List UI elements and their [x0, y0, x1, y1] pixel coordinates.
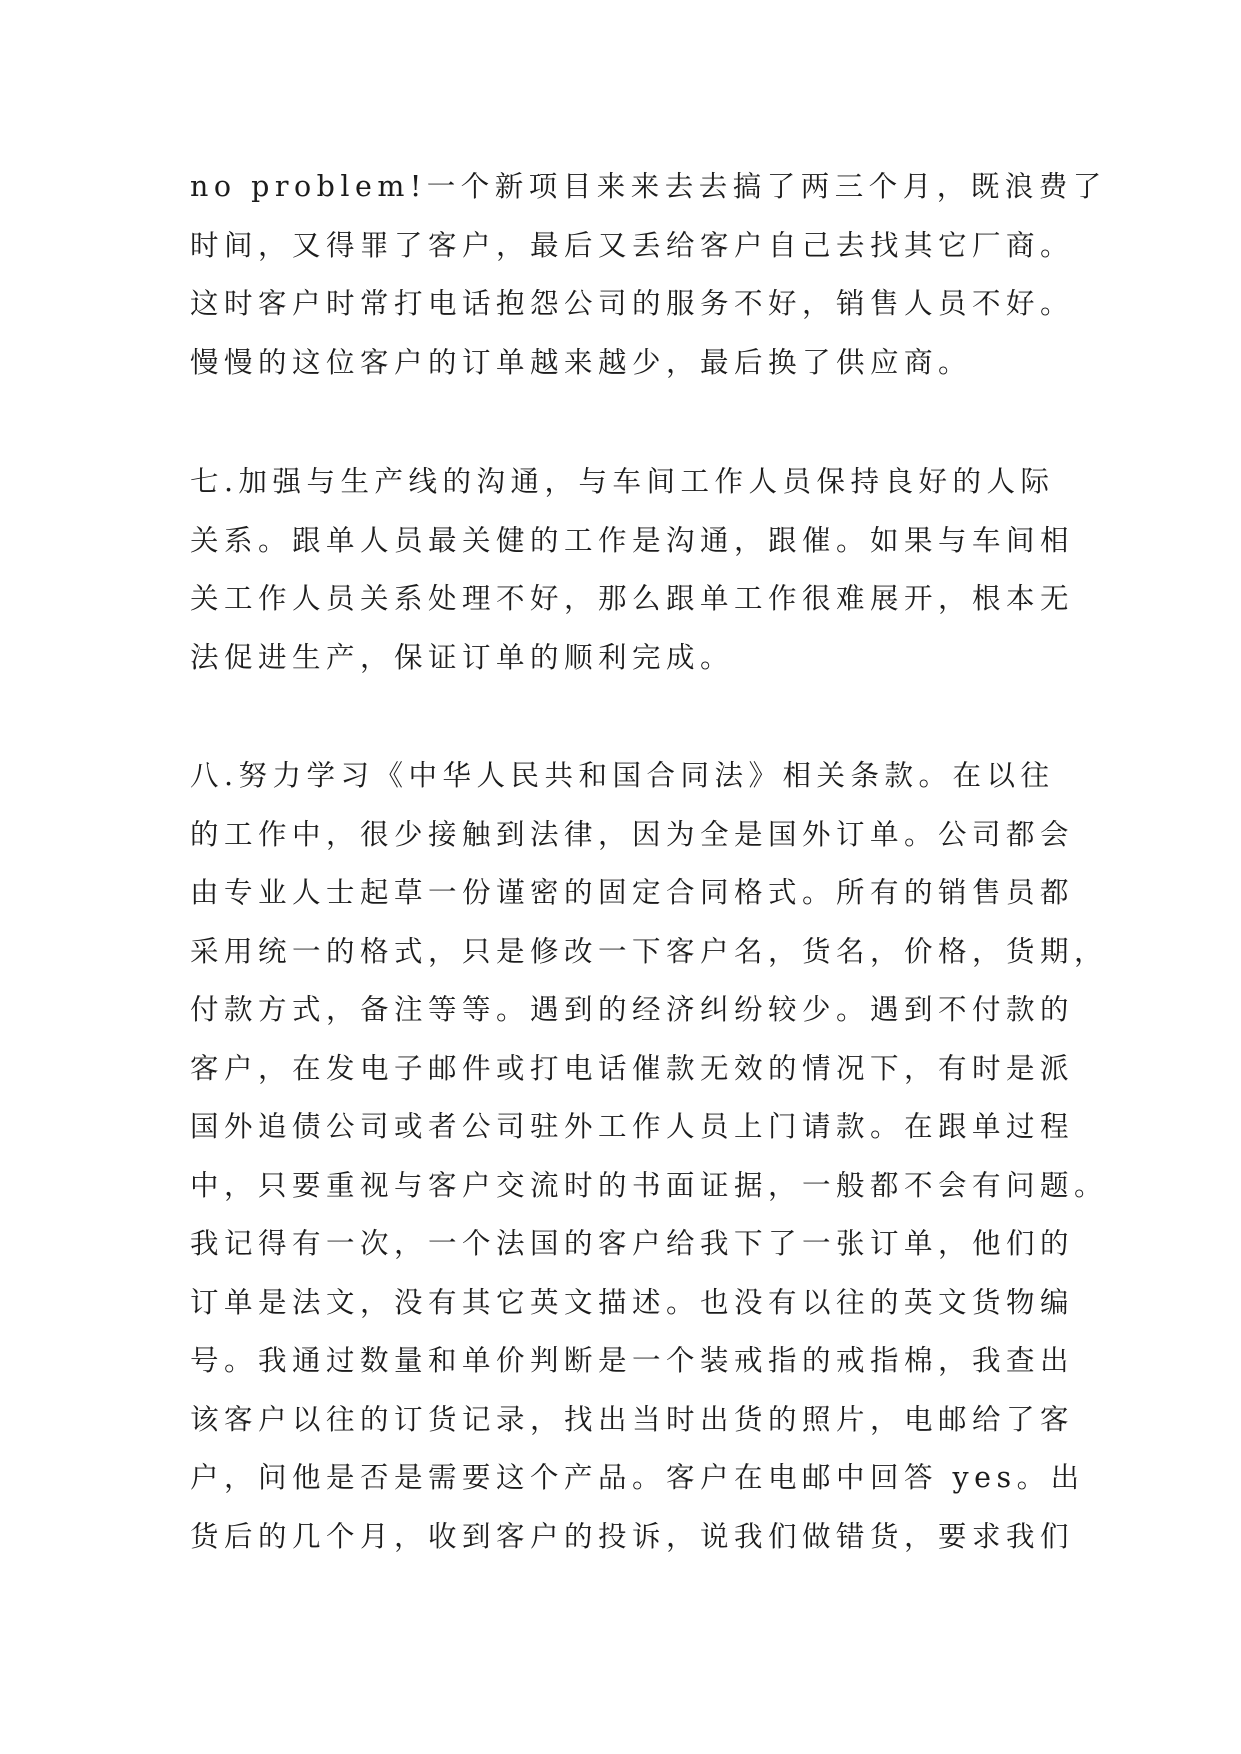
- text-line: 这时客户时常打电话抱怨公司的服务不好，销售人员不好。: [190, 287, 1075, 320]
- text-line: 关系。跟单人员最关健的工作是沟通，跟催。如果与车间相: [190, 523, 1075, 557]
- text-line: 付款方式，备注等等。遇到的经济纠纷较少。遇到不付款的: [190, 993, 1075, 1026]
- text-line: 由专业人士起草一份谨密的固定合同格式。所有的销售员都: [190, 876, 1075, 909]
- paragraph-1: [190, 158, 1107, 392]
- text-line: 慢慢的这位客户的订单越来越少，最后换了供应商。: [190, 345, 973, 379]
- text-line: 的工作中，很少接触到法律，因为全是国外订单。公司都会: [190, 817, 1075, 851]
- paragraph-2: [190, 453, 1075, 687]
- text-line: 该客户以往的订货记录，找出当时出货的照片，电邮给了客: [190, 1402, 1075, 1436]
- text-line: 国外追债公司或者公司驻外工作人员上门请款。在跟单过程: [190, 1110, 1075, 1143]
- text-line: 七.加强与生产线的沟通，与车间工作人员保持良好的人际: [190, 465, 1055, 498]
- text-line: 货后的几个月，收到客户的投诉，说我们做错货，要求我们: [190, 1519, 1075, 1553]
- text-line: 我记得有一次，一个法国的客户给我下了一张订单，他们的: [190, 1227, 1075, 1260]
- text-line: 法促进生产，保证订单的顺利完成。: [190, 640, 735, 674]
- text-line: no problem!一个新项目来来去去搞了两三个月，既浪费了: [190, 170, 1107, 203]
- text-line: 时间，又得罪了客户，最后又丢给客户自己去找其它厂商。: [190, 228, 1075, 262]
- text-line: 订单是法文，没有其它英文描述。也没有以往的英文货物编: [190, 1285, 1075, 1319]
- text-line: 客户，在发电子邮件或打电话催款无效的情况下，有时是派: [190, 1051, 1075, 1085]
- text-line: 中，只要重视与客户交流时的书面证据，一般都不会有问题。: [190, 1168, 1109, 1202]
- text-line: 采用统一的格式，只是修改一下客户名，货名，价格，货期，: [190, 934, 1109, 968]
- text-line: 户，问他是否是需要这个产品。客户在电邮中回答 yes。出: [190, 1461, 1085, 1494]
- text-line: 关工作人员关系处理不好，那么跟单工作很难展开，根本无: [190, 582, 1075, 615]
- text-line: 八.努力学习《中华人民共和国合同法》相关条款。在以往: [190, 759, 1055, 792]
- paragraph-3: [190, 747, 1109, 1566]
- text-line: 号。我通过数量和单价判断是一个装戒指的戒指棉，我查出: [190, 1344, 1075, 1377]
